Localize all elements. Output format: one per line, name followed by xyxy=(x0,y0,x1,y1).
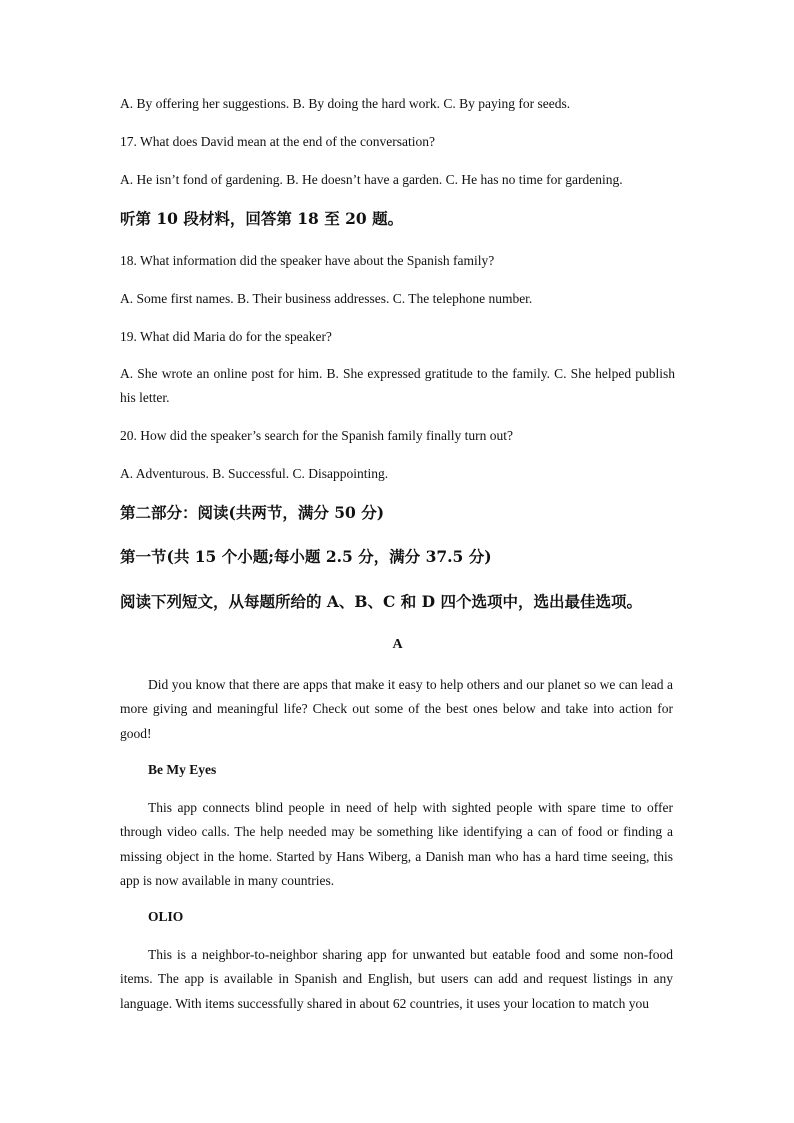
q18-options: A. Some first names. B. Their business addresses. C. The telephone number. xyxy=(120,291,533,306)
q19-options: A. She wrote an online post for him. B. She expressed gratitude to the family. C. She helped publish his letter. xyxy=(120,366,675,405)
app2-title: OLIO xyxy=(148,909,184,924)
app1-title: Be My Eyes xyxy=(148,762,217,777)
reading-section1-heading: 第一节(共 15 个小题;每小题 2.5 分，满分 37.5 分) xyxy=(120,547,492,566)
q20-question: 20. How did the speaker’s search for the Spanish family finally turn out? xyxy=(120,428,514,443)
q17-question: 17. What does David mean at the end of the conversation? xyxy=(120,134,436,149)
q16-options: A. By offering her suggestions. B. By doing the hard work. C. By paying for seeds. xyxy=(120,96,571,111)
q20-options: A. Adventurous. B. Successful. C. Disappointing. xyxy=(120,466,389,481)
passage-label: A xyxy=(392,637,403,652)
app1-body: This app connects blind people in need of help with sighted people with spare time to offer through video calls. The help needed may be something like identifying a can of food or finding a missing object in the home. Started by Hans Wiberg, a Danish man who has a hard time seeing, this app is now available in many countries. xyxy=(120,800,673,888)
q19-question: 19. What did Maria do for the speaker? xyxy=(120,329,332,344)
passage-intro: Did you know that there are apps that make it easy to help others and our planet so we can lead a more giving and meaningful life? Check out some of the best ones below and take into action for good! xyxy=(120,677,673,741)
reading-instruction: 阅读下列短文，从每题所给的 A、B、C 和 D 四个选项中，选出最佳选项。 xyxy=(120,592,642,611)
reading-part-heading: 第二部分：阅读(共两节，满分 50 分) xyxy=(120,503,385,522)
section10-heading: 听第 10 段材料，回答第 18 至 20 题。 xyxy=(120,209,404,228)
q18-question: 18. What information did the speaker have about the Spanish family? xyxy=(120,253,495,268)
app2-body: This is a neighbor-to-neighbor sharing app for unwanted but eatable food and some non-food items. The app is available in Spanish and English, but users can add and request listings in any language. With items successfully shared in about 62 countries, it uses your location to match you xyxy=(120,947,673,1011)
q17-options: A. He isn’t fond of gardening. B. He doesn’t have a garden. C. He has no time for gardening. xyxy=(120,172,623,187)
